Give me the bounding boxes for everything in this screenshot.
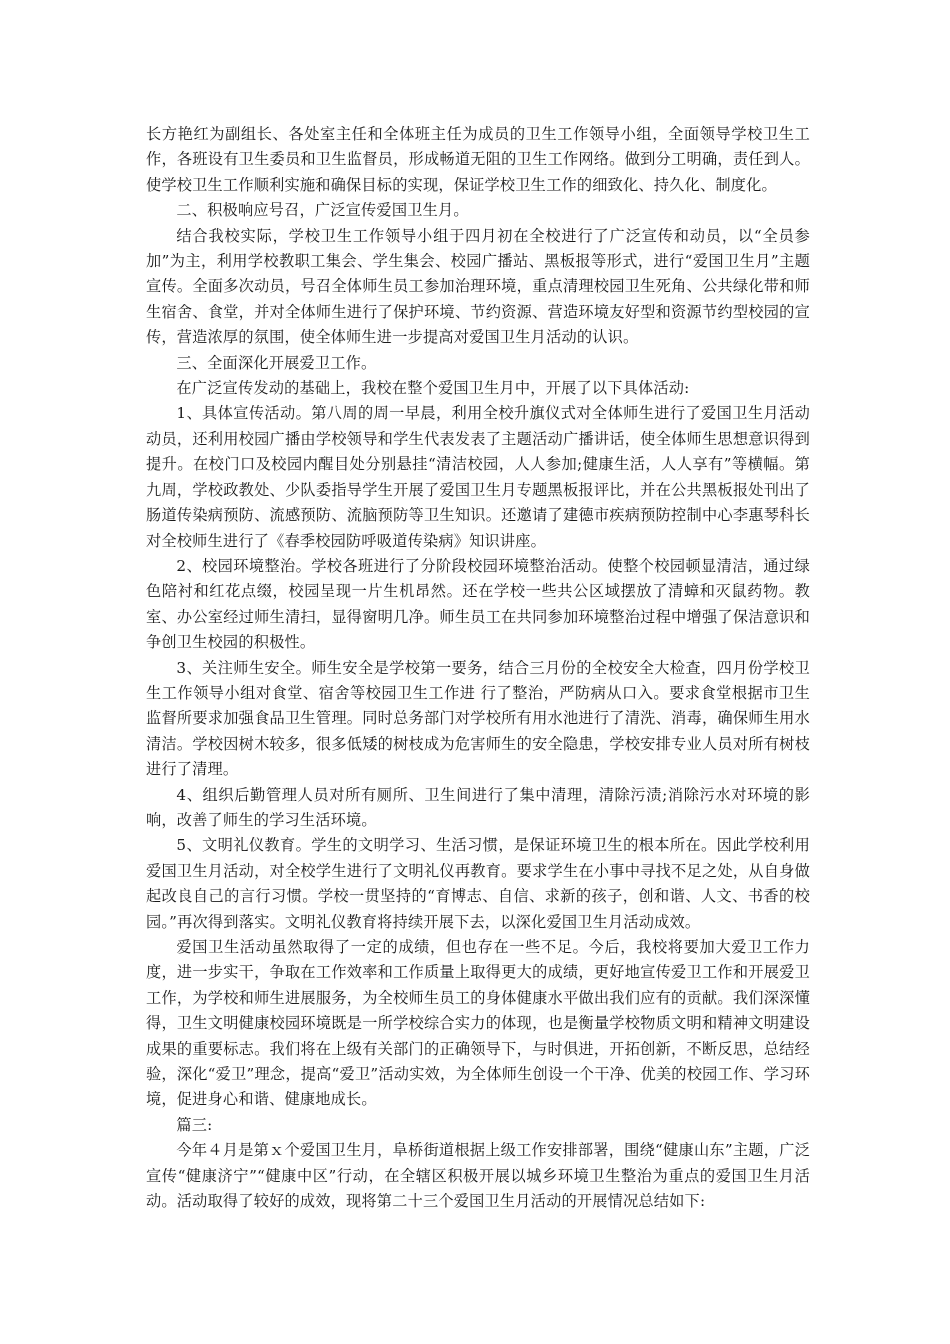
paragraph-item-5: 5、文明礼仪教育。学生的文明学习、生活习惯，是保证环境卫生的根本所在。因此学校利用爱国卫生月活动，对全校学生进行了文明礼仪再教育。要求学生在小事中寻找不足之处，从自身做起改良自己的言行习惯。学校一贯坚持的“育博志、自信、求新的孩子，创和谐、人文、书香的校园。”再次得到落实。文明礼仪教育将持续开展下去，以深化爱国卫生月活动成效。 [146,836,810,931]
paragraph-leadership-group: 长方艳红为副组长、各处室主任和全体班主任为成员的卫生工作领导小组，全面领导学校卫生工作，各班设有卫生委员和卫生监督员，形成畅道无阻的卫生工作网络。做到分工明确，责任到人。使学校卫生工作顺利实施和确保目标的实现，保证学校卫生工作的细致化、持久化、制度化。 [146,125,810,194]
paragraph-item-2: 2、校园环境整治。学校各班进行了分阶段校园环境整治活动。使整个校园顿显清洁，通过绿色陪衬和红花点缀，校园呈现一片生机昂然。还在学校一些共公区域摆放了清蟑和灭鼠药物。教室、办公室经过师生清扫，显得窗明几净。师生员工在共同参加环境整治过程中增强了保洁意识和争创卫生校园的积极性。 [146,556,810,652]
heading-section-two: 二、积极响应号召，广泛宣传爱国卫生月。 [176,201,469,220]
heading-part-three: 篇三: [176,1115,213,1134]
paragraph-part-three-intro: 今年４月是第ｘ个爱国卫生月，阜桥街道根据上级工作安排部署，围绕“健康山东”主题，广泛宣传“健康济宁”“健康中区”行动，在全辖区积极开展以城乡环境卫生整治为重点的爱国卫生月活动。活动取得了较好的成效，现将第二十三个爱国卫生月活动的开展情况总结如下: [146,1141,810,1211]
paragraph-item-4: 4、组织后勤管理人员对所有厕所、卫生间进行了集中清理，清除污渍;消除污水对环境的影响，改善了师生的学习生活环境。 [146,785,810,829]
paragraph-item-3: 3、关注师生安全。师生安全是学校第一要务，结合三月份的全校安全大检查，四月份学校卫生工作领导小组对食堂、宿舍等校园卫生工作进 行了整治，严防病从口入。要求食堂根据市卫生监督所要求加强食品卫生管理。同时总务部门对学校所有用水池进行了清洗、消毒，确保师生用水清洁。学校因树木较多，很多低矮的树枝成为危害师生的安全隐患，学校安排专业人员对所有树枝进行了清理。 [146,658,810,779]
paragraph-conclusion: 爱国卫生活动虽然取得了一定的成绩，但也存在一些不足。今后，我校将要加大爱卫工作力度，进一步实干，争取在工作效率和工作质量上取得更大的成绩，更好地宣传爱卫工作和开展爱卫工作，为学校和师生进展服务，为全校师生员工的身体健康水平做出我们应有的贡献。我们深深懂得，卫生文明健康校园环境既是一所学校综合实力的体现，也是衡量学校物质文明和精神文明建设成果的重要标志。我们将在上级有关部门的正确领导下，与时俱进，开拓创新，不断反思，总结经验，深化“爱卫”理念，提高“爱卫”活动实效，为全体师生创设一个干净、优美的校园工作、学习环境，促进身心和谐、健康地成长。 [146,938,810,1109]
paragraph-activities-intro: 在广泛宣传发动的基础上，我校在整个爱国卫生月中，开展了以下具体活动: [176,379,690,398]
document-page [146,122,810,1214]
paragraph-item-1: 1、具体宣传活动。第八周的周一早晨，利用全校升旗仪式对全体师生进行了爱国卫生月活动动员，还利用校园广播由学校领导和学生代表发表了主题活动广播讲话，使全体师生思想意识得到提升。在校门口及校园内醒目处分别悬挂“清洁校园，人人参加;健康生活，人人享有”等横幅。第九周，学校政教处、少队委指导学生开展了爱国卫生月专题黑板报评比，并在公共黑板报处刊出了肠道传染病预防、流感预防、流脑预防等卫生知识。还邀请了建德市疾病预防控制中心李惠琴科长对全校师生进行了《春季校园防呼吸道传染病》知识讲座。 [146,404,810,550]
heading-section-three: 三、全面深化开展爱卫工作。 [176,353,377,372]
paragraph-publicity: 结合我校实际，学校卫生工作领导小组于四月初在全校进行了广泛宣传和动员，以“全员参加”为主，利用学校教职工集会、学生集会、校园广播站、黑板报等形式，进行“爱国卫生月”主题宣传。全面多次动员，号召全体师生员工参加治理环境，重点清理校园卫生死角、公共绿化带和师生宿舍、食堂，并对全体师生进行了保护环境、节约资源、营造环境友好型和资源节约型校园的宣传，营造浓厚的氛围，使全体师生进一步提高对爱国卫生月活动的认识。 [146,226,810,347]
